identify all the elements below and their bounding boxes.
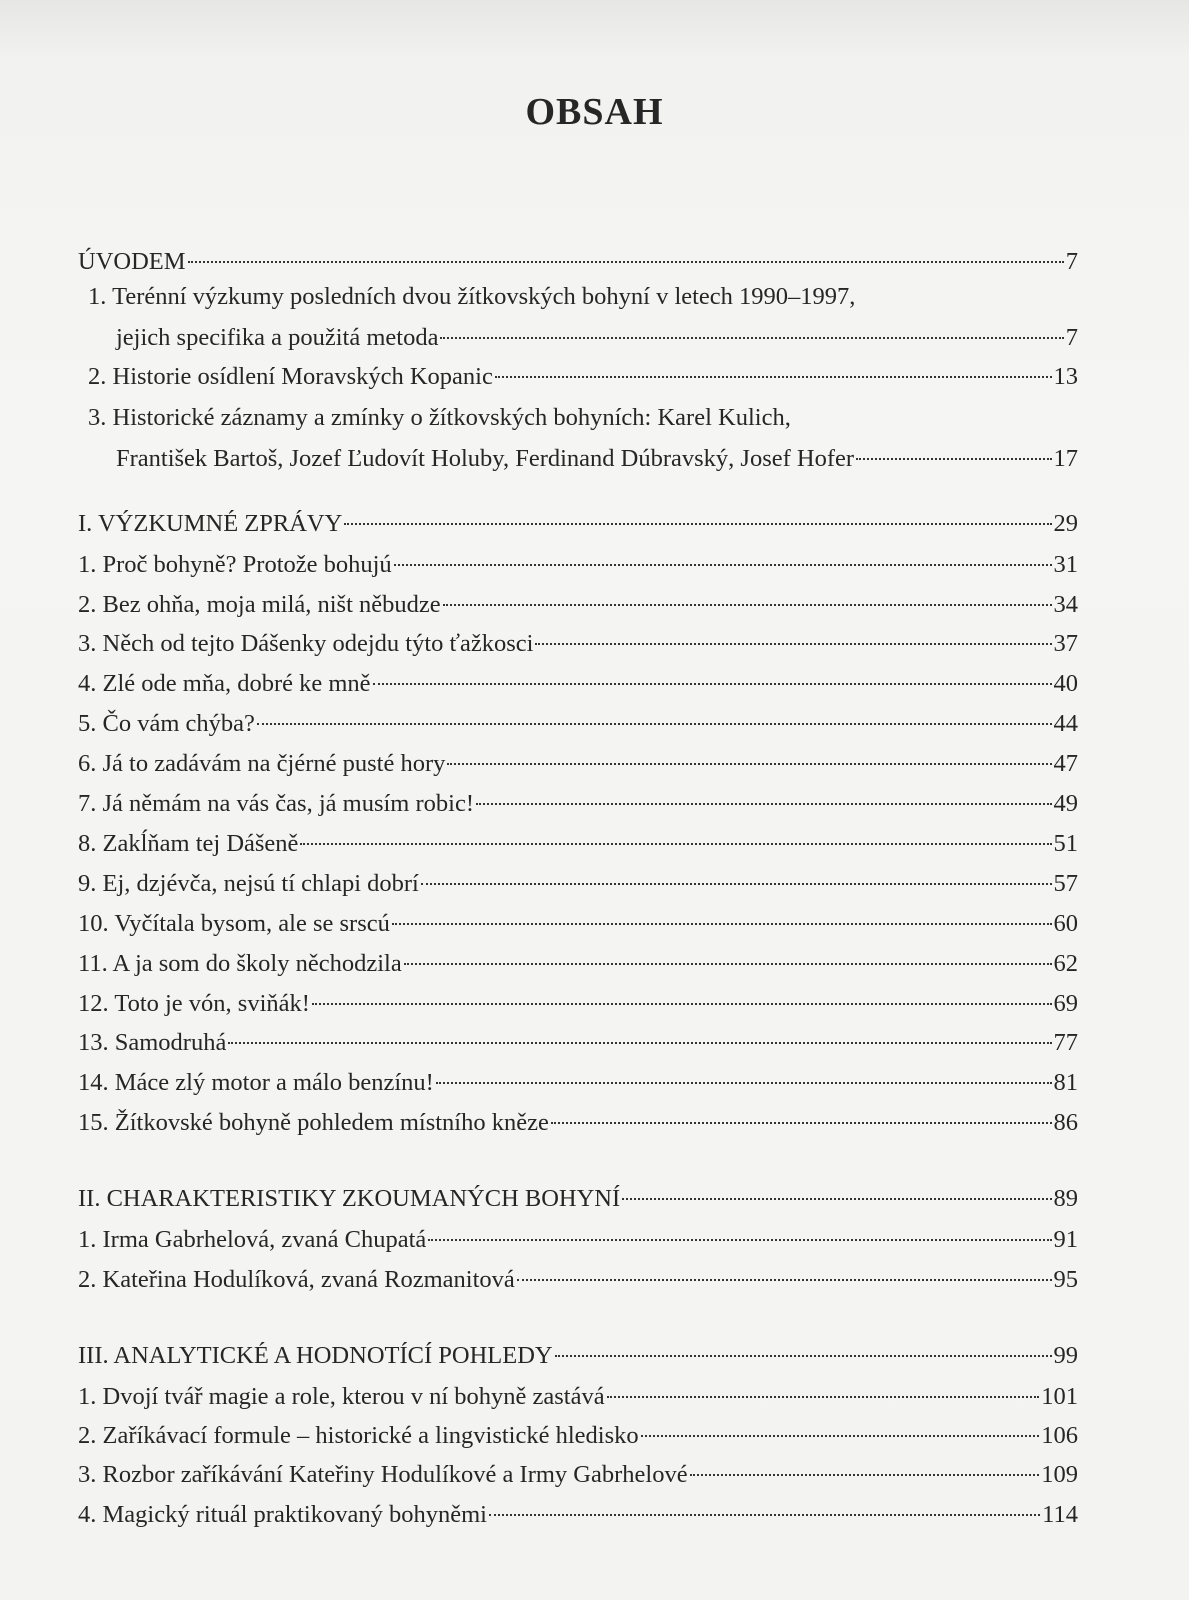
- toc-entry-text: [116, 445, 854, 473]
- toc-entry: [78, 630, 1078, 658]
- toc-entry-text: [78, 1501, 487, 1529]
- toc-entry-number: 15.: [78, 1109, 109, 1136]
- toc-entry-text: [78, 870, 419, 898]
- dot-leader: [394, 564, 1052, 566]
- toc-entry-page: 57: [1053, 870, 1078, 897]
- toc-entry-text: [78, 830, 298, 858]
- toc-entry-label: Já němám na vás čas, já musím robic!: [102, 790, 474, 817]
- toc-entry-page: 77: [1053, 1029, 1078, 1056]
- toc-entry-text: [78, 1109, 549, 1137]
- toc-entry-number: 10.: [78, 910, 109, 937]
- toc-entry: [78, 670, 1078, 698]
- toc-entry-label: Čo vám chýba?: [102, 710, 255, 737]
- toc-entry: [78, 710, 1078, 738]
- toc-entry-text: [78, 591, 441, 619]
- toc-entry-label: Rozbor zaříkávání Kateřiny Hodulíkové a Irmy Gabrhelové: [102, 1461, 688, 1488]
- toc-entry-page: 44: [1053, 710, 1078, 737]
- toc-entry-label: Vyčítala bysom, ale se srscú: [114, 910, 390, 937]
- toc-entry-number: 2.: [78, 591, 97, 618]
- toc-entry: [78, 950, 1078, 978]
- toc-entry-text: [78, 551, 392, 579]
- toc-entry-page: 89: [1053, 1185, 1078, 1212]
- dot-leader: [476, 803, 1052, 805]
- toc-entry-page: 109: [1041, 1461, 1078, 1488]
- dot-leader: [555, 1355, 1052, 1357]
- toc-entry-label: A ja som do školy něchodzila: [112, 950, 402, 977]
- toc-entry-label: Historie osídlení Moravských Kopanic: [112, 363, 493, 390]
- dot-leader: [622, 1198, 1051, 1200]
- toc-entry: [78, 1029, 1078, 1057]
- dot-leader: [228, 1042, 1051, 1044]
- dot-leader: [188, 261, 1064, 263]
- toc-entry: [78, 990, 1078, 1018]
- toc-entry: [78, 1185, 1078, 1213]
- dot-leader: [257, 723, 1052, 725]
- toc-entry-text: [78, 670, 371, 698]
- toc-entry: [78, 870, 1078, 898]
- toc-entry: [78, 910, 1078, 938]
- toc-entry: [78, 363, 1078, 391]
- toc-entry: [78, 445, 1078, 473]
- toc-entry-page: 34: [1053, 591, 1078, 618]
- toc-entry-text: [88, 404, 791, 432]
- dot-leader: [517, 1279, 1052, 1281]
- toc-entry-text: [78, 630, 533, 658]
- toc-entry: [78, 830, 1078, 858]
- toc-entry-label: Dvojí tvář magie a role, kterou v ní bohyně zastává: [102, 1383, 605, 1410]
- dot-leader: [428, 1239, 1051, 1241]
- toc-entry-label: Proč bohyně? Protože bohujú: [102, 551, 392, 578]
- dot-leader: [373, 683, 1052, 685]
- toc-entry-number: 1.: [78, 1226, 97, 1253]
- toc-entry-text: [78, 1029, 226, 1057]
- toc-entry-text: [78, 750, 445, 778]
- toc-entry-label: Zakĺňam tej Dášeně: [102, 830, 299, 857]
- toc-entry-text: [78, 790, 474, 818]
- dot-leader: [404, 963, 1052, 965]
- toc-entry-page: 17: [1053, 445, 1078, 472]
- toc-entry-label: ÚVODEM: [78, 248, 186, 275]
- toc-entry-number: 1.: [78, 551, 97, 578]
- dot-leader: [551, 1122, 1052, 1124]
- toc-entry-label: Máce zlý motor a málo benzínu!: [114, 1069, 434, 1096]
- toc-entry-page: 91: [1053, 1226, 1078, 1253]
- toc-entry-label: Zlé ode mňa, dobré ke mně: [102, 670, 371, 697]
- toc-entry: [78, 404, 1078, 432]
- toc-entry-label: Terénní výzkumy posledních dvou žítkovských bohyní v letech 1990–1997,: [112, 283, 856, 310]
- toc-entry: [78, 750, 1078, 778]
- dot-leader: [641, 1435, 1040, 1437]
- toc-entry-page: 7: [1065, 248, 1078, 275]
- toc-entry: [78, 1342, 1078, 1370]
- toc-entry-number: 2.: [88, 363, 107, 390]
- toc-entry-label: VÝZKUMNÉ ZPRÁVY: [97, 510, 343, 537]
- toc-entry-label: Bez ohňa, moja milá, ništ něbudze: [102, 591, 441, 618]
- page-title: OBSAH: [525, 91, 664, 133]
- toc-entry-page: 31: [1053, 551, 1078, 578]
- toc-entry-label: Toto je vón, sviňák!: [114, 990, 310, 1017]
- dot-leader: [440, 337, 1063, 339]
- toc-entry-text: [78, 510, 342, 538]
- toc-entry-label: ANALYTICKÉ A HODNOTÍCÍ POHLEDY: [113, 1342, 553, 1369]
- toc-entry-text: [88, 283, 855, 311]
- toc-entry: [78, 1383, 1078, 1411]
- toc-entry-label: Magický rituál praktikovaný bohyněmi: [102, 1501, 487, 1528]
- dot-leader: [607, 1396, 1040, 1398]
- dot-leader: [312, 1003, 1052, 1005]
- toc-entry: [78, 510, 1078, 538]
- toc-entry-number: 8.: [78, 830, 97, 857]
- toc-entry-text: [78, 248, 186, 276]
- toc-entry-label: Žítkovské bohyně pohledem místního kněze: [114, 1109, 549, 1136]
- toc-entry-number: 3.: [88, 404, 107, 431]
- toc-entry-number: 2.: [78, 1266, 97, 1293]
- toc-entry: [78, 1501, 1078, 1529]
- toc-entry-label: Irma Gabrhelová, zvaná Chupatá: [102, 1226, 427, 1253]
- toc-entry: [78, 1266, 1078, 1294]
- toc-entry-page: 60: [1053, 910, 1078, 937]
- toc-entry-number: I.: [78, 510, 93, 537]
- toc-entry-number: 6.: [78, 750, 97, 777]
- toc-entry: [78, 324, 1078, 352]
- dot-leader: [421, 883, 1052, 885]
- toc-entry-text: [78, 710, 255, 738]
- toc-entry-label: Historické záznamy a zmínky o žítkovských bohyních: Karel Kulich,: [112, 404, 791, 431]
- toc-entry: [78, 1109, 1078, 1137]
- dot-leader: [300, 843, 1051, 845]
- toc-entry-number: 4.: [78, 1501, 97, 1528]
- dot-leader: [535, 643, 1051, 645]
- toc-entry-page: 114: [1042, 1501, 1078, 1528]
- toc-entry-number: 7.: [78, 790, 97, 817]
- toc-entry: [78, 248, 1078, 276]
- toc-entry-page: 81: [1053, 1069, 1078, 1096]
- toc-entry-page: 69: [1053, 990, 1078, 1017]
- toc-entry-page: 49: [1053, 790, 1078, 817]
- toc-entry-number: 1.: [88, 283, 107, 310]
- toc-entry-number: 5.: [78, 710, 97, 737]
- toc-entry-label: jejich specifika a použitá metoda: [116, 324, 439, 351]
- toc-entry-text: [78, 1342, 553, 1370]
- dot-leader: [344, 523, 1051, 525]
- toc-entry: [78, 551, 1078, 579]
- toc-entry-text: [78, 950, 402, 978]
- toc-entry-text: [88, 363, 493, 391]
- toc-entry-text: [78, 1226, 426, 1254]
- toc-entry: [78, 1422, 1078, 1450]
- toc-entry-number: 3.: [78, 1461, 97, 1488]
- toc-entry-number: 12.: [78, 990, 109, 1017]
- dot-leader: [447, 763, 1051, 765]
- dot-leader: [489, 1514, 1040, 1516]
- toc-entry-page: 47: [1053, 750, 1078, 777]
- dot-leader: [436, 1082, 1052, 1084]
- toc-entry: [78, 1069, 1078, 1097]
- toc-entry-label: CHARAKTERISTIKY ZKOUMANÝCH BOHYNÍ: [106, 1185, 621, 1212]
- toc-entry-label: Kateřina Hodulíková, zvaná Rozmanitová: [102, 1266, 515, 1293]
- toc-entry-page: 86: [1053, 1109, 1078, 1136]
- toc-entry-text: [78, 1422, 639, 1450]
- toc-entry: [78, 283, 1078, 311]
- toc-entry-text: [78, 910, 390, 938]
- toc-entry-page: 106: [1041, 1422, 1078, 1449]
- toc-entry-page: 95: [1053, 1266, 1078, 1293]
- toc-entry: [78, 790, 1078, 818]
- toc-entry-text: [78, 1185, 620, 1213]
- toc-entry: [78, 1226, 1078, 1254]
- toc-entry-label: Samodruhá: [114, 1029, 227, 1056]
- toc-entry-page: 40: [1053, 670, 1078, 697]
- toc-entry-number: 9.: [78, 870, 97, 897]
- toc-entry-label: Zaříkávací formule – historické a lingvistické hledisko: [102, 1422, 639, 1449]
- toc-entry-text: [78, 1266, 515, 1294]
- toc-entry-number: 14.: [78, 1069, 109, 1096]
- toc-entry-label: Něch od tejto Dášenky odejdu týto ťažkosci: [102, 630, 534, 657]
- dot-leader: [495, 376, 1052, 378]
- toc-entry-text: [78, 990, 310, 1018]
- toc-entry: [78, 1461, 1078, 1489]
- toc-entry-number: 11.: [78, 950, 108, 977]
- toc-entry-page: 37: [1053, 630, 1078, 657]
- toc-entry-label: Já to zadávám na čjérné pusté hory: [102, 750, 446, 777]
- toc-entry-page: 7: [1065, 324, 1078, 351]
- toc-entry-page: 29: [1053, 510, 1078, 537]
- toc-entry-number: 2.: [78, 1422, 97, 1449]
- toc-entry-text: [116, 324, 438, 352]
- dot-leader: [392, 923, 1052, 925]
- toc-entry-number: 4.: [78, 670, 97, 697]
- toc-entry-number: III.: [78, 1342, 109, 1369]
- dot-leader: [690, 1474, 1040, 1476]
- toc-entry: [78, 591, 1078, 619]
- toc-entry-label: Ej, dzjévča, nejsú tí chlapi dobrí: [102, 870, 419, 897]
- toc-entry-page: 99: [1053, 1342, 1078, 1369]
- toc-entry-page: 51: [1053, 830, 1078, 857]
- toc-entry-number: 1.: [78, 1383, 97, 1410]
- dot-leader: [443, 604, 1052, 606]
- dot-leader: [856, 458, 1051, 460]
- toc-entry-page: 62: [1053, 950, 1078, 977]
- toc-entry-number: II.: [78, 1185, 101, 1212]
- toc-entry-number: 3.: [78, 630, 97, 657]
- toc-entry-text: [78, 1461, 688, 1489]
- toc-entry-text: [78, 1069, 434, 1097]
- toc-entry-label: František Bartoš, Jozef Ľudovít Holuby, Ferdinand Dúbravský, Josef Hofer: [116, 445, 855, 472]
- toc-entry-number: 13.: [78, 1029, 109, 1056]
- toc-entry-text: [78, 1383, 605, 1411]
- toc-entry-page: 13: [1053, 363, 1078, 390]
- toc-entry-page: 101: [1041, 1383, 1078, 1410]
